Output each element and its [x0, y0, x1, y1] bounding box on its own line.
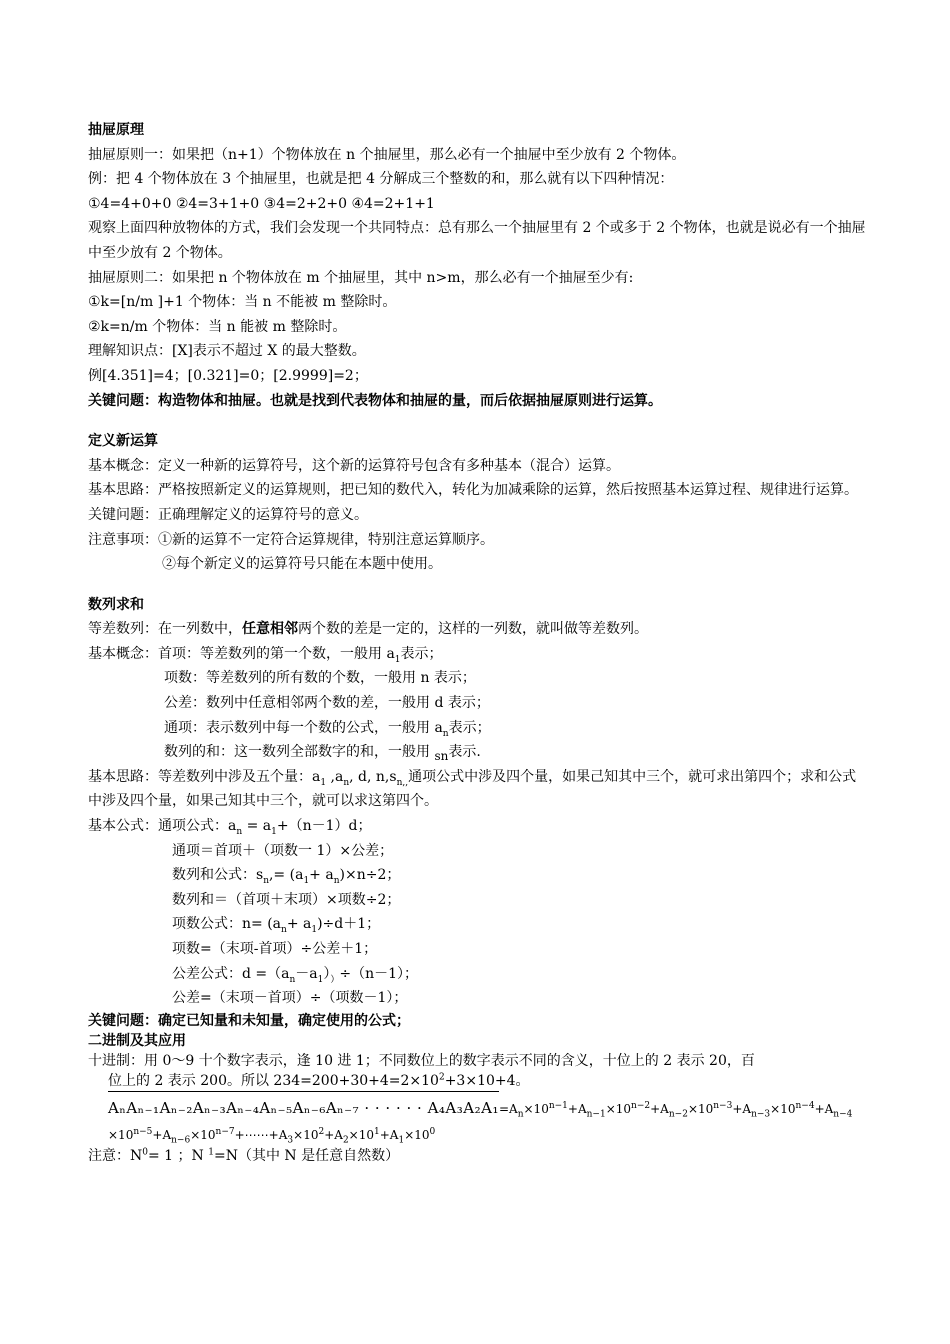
- pigeonhole-key-issue: 关键问题：构造物体和抽屉。也就是找到代表物体和抽屉的量，而后依据抽屉原则进行运算。: [88, 392, 662, 409]
- formula-sum-words: 数列和＝（首项＋末项）×项数÷2；: [172, 891, 401, 908]
- section-title-new-operation: 定义新运算: [88, 433, 158, 450]
- arithmetic-sequence-definition: 等差数列：在一列数中，任意相邻两个数的差是一定的，这样的一列数，就叫做等差数列。: [88, 621, 648, 638]
- digit-sequence-overline: AₙAₙ₋₁Aₙ₋₂Aₙ₋₃Aₙ₋₄Aₙ₋₅Aₙ₋₆Aₙ₋₇ · · · · · · A₄A₃A₂A₁: [108, 1091, 499, 1123]
- pigeonhole-example: 例：把 4 个物体放在 3 个抽屉里，也就是把 4 分解成三个整数的和，那么就有以下四种情况：: [88, 171, 674, 188]
- formula-general-term: 基本公式：通项公式：$a_n = a_1+(n-1)d$；: [88, 818, 372, 837]
- pigeonhole-observation: 观察上面四种放物体的方式，我们会发现一个共同特点：总有那么一个抽屉里有 2 个或多于 2 个物体，也就是说必有一个抽屉中至少放有 2 个物体。: [88, 220, 866, 261]
- series-approach: 基本思路：等差数列中涉及五个量：$a_1$ $,a_n$, d, $n,s_{n,,}$通项公式中涉及四个量，如果己知其中三个，就可求出第四个；求和公式中涉及四个量，如果己知其中三个，就可以求这第四个。: [88, 768, 857, 810]
- section-title-series-sum: 数列求和: [88, 596, 144, 613]
- section-title-pigeonhole: 抽屉原理: [88, 122, 144, 138]
- pigeonhole-case-two: ②k=n/m 个物体：当 n 能被 m 整除时。: [88, 318, 347, 335]
- formula-common-difference: 公差公式：$d =(a_n-a_1)_)\div(n-1)$；: [172, 965, 419, 985]
- document-page: [88, 118, 868, 1166]
- floor-definition: 理解知识点：[X]表示不超过 X 的最大整数。: [88, 343, 366, 360]
- place-value-expansion-continued: $\times 10^{n-5}+A_{n-6}\times 10^{n-7}+\cdots\cdots+A_3\times 10^2+A_2\times 10^1+A_1\times 10^0$: [108, 1126, 436, 1146]
- place-value-expansion: [88, 1091, 868, 1124]
- decimal-description: 十进制：用 0～9 十个数字表示，逢 10 进 1；不同数位上的数字表示不同的含义，十位上的 2 表示 20，百: [88, 1052, 755, 1069]
- concept-general-term: 通项：表示数列中每一个数的公式，一般用 $a_n$表示；: [164, 719, 491, 739]
- formula-term-count-words: 项数=（末项-首项）÷公差＋1；: [172, 941, 378, 957]
- new-op-approach: 基本思路：严格按照新定义的运算规则，把已知的数代入，转化为加减乘除的运算，然后按照基本运算过程、规律进行运算。: [88, 482, 858, 499]
- pigeonhole-cases: ①4=4+0+0 ②4=3+1+0 ③4=2+2+0 ④4=2+1+1: [88, 195, 435, 212]
- section-title-binary: 二进制及其应用: [88, 1032, 186, 1049]
- floor-example: 例[4.351]=4；[0.321]=0；[2.9999]=2；: [88, 367, 368, 384]
- concept-series-sum: 数列的和：这一数列全部数字的和，一般用 $_{sn}$表示.: [164, 744, 481, 764]
- pigeonhole-principle-two: 抽屉原则二：如果把 n 个物体放在 m 个抽屉里，其中 n>m，那么必有一个抽屉至少有:: [88, 269, 634, 286]
- concept-common-difference: 公差：数列中任意相邻两个数的差，一般用 d 表示；: [164, 695, 490, 712]
- pigeonhole-principle-one: 抽屉原则一：如果把（n+1）个物体放在 n 个抽屉里，那么必有一个抽屉中至少放有 2 个物体。: [88, 146, 686, 163]
- new-op-note-two: ②每个新定义的运算符号只能在本题中使用。: [162, 556, 442, 573]
- power-note: 注意：$N^0= 1$ ；N $^1$=N（其中 N 是任意自然数）: [88, 1147, 400, 1164]
- new-op-concept: 基本概念：定义一种新的运算符号，这个新的运算符号包含有多种基本（混合）运算。: [88, 457, 620, 474]
- expansion-right: $=A_n\times 10^{n-1}+A_{n-1}\times 10^{n-2}+A_{n-2}\times 10^{n-3}+A_{n-3}\times 10^{n-4}+A_{n-4}$: [498, 1100, 853, 1120]
- formula-term-count: 项数公式：$n= (a_n+ a_1)\div d+1$；: [172, 916, 381, 936]
- series-key-issue: 关键问题：确定已知量和未知量，确定使用的公式；: [88, 1012, 410, 1029]
- formula-general-term-words: 通项＝首项＋（项数一 1）×公差；: [172, 842, 394, 859]
- formula-sum: 数列和公式：$s_n,= (a_1+ a_n)\times n\div 2$；: [172, 867, 401, 887]
- pigeonhole-case-one: ①k=[n/m ]+1 个物体：当 n 不能被 m 整除时。: [88, 294, 397, 311]
- new-op-note-one: 注意事项：①新的运算不一定符合运算规律，特别注意运算顺序。: [88, 531, 494, 548]
- formula-common-difference-words: 公差=（末项－首项）÷（项数－1）；: [172, 990, 408, 1007]
- new-op-key-issue: 关键问题：正确理解定义的运算符号的意义。: [88, 506, 368, 523]
- concept-term-count: 项数：等差数列的所有数的个数，一般用 n 表示；: [164, 670, 476, 687]
- decimal-example: 位上的 2 表示 200。所以 $234=200+30+4=2\times 10^2+3\times 10+4$。: [108, 1072, 530, 1089]
- concept-first-term: 基本概念：首项：等差数列的第一个数，一般用 $a_1$表示；: [88, 645, 443, 665]
